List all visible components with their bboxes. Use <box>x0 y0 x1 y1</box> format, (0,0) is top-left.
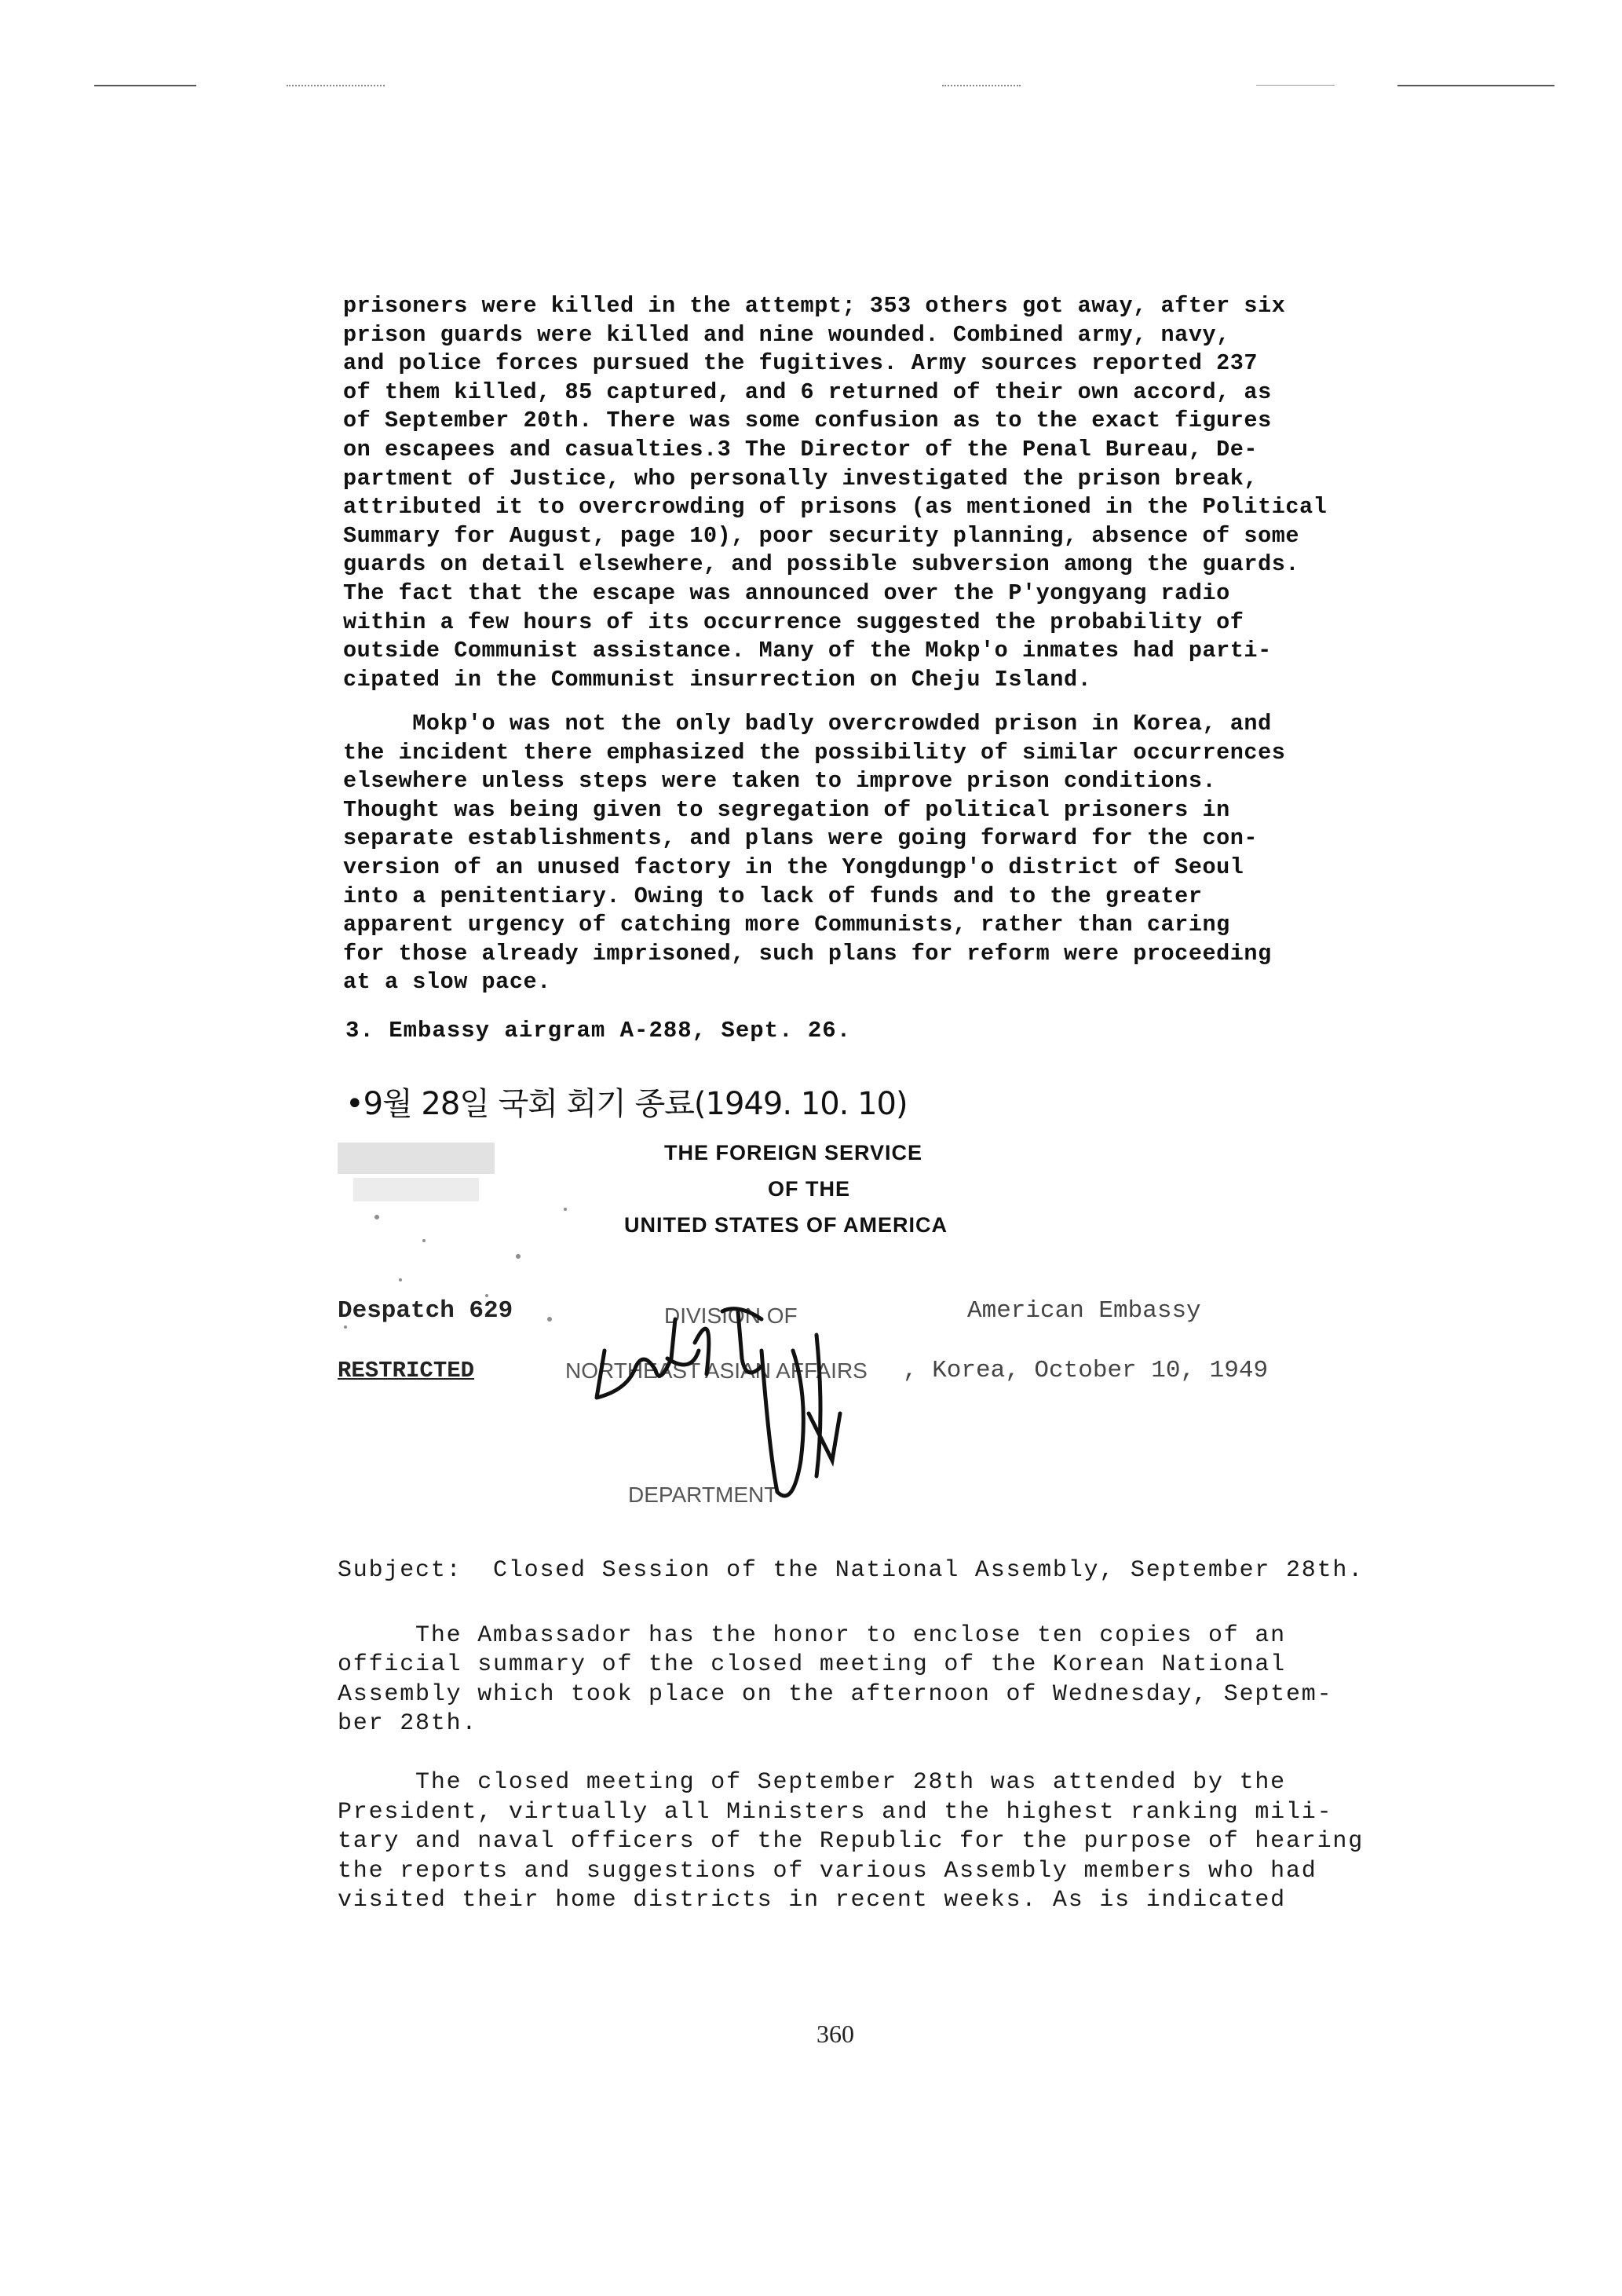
subject-line: Subject: Closed Session of the National Assembly, September 28th. <box>338 1557 1364 1584</box>
footnote: 3. Embassy airgram A-288, Sept. 26. <box>345 1018 852 1044</box>
text-line: version of an unused factory in the Yongdungp'o district of Seoul <box>343 854 1244 880</box>
text-line: official summary of the closed meeting of the Korean National <box>338 1651 1286 1678</box>
place-date: , Korea, October 10, 1949 <box>903 1357 1269 1384</box>
spacer <box>338 1586 1364 1621</box>
text-line: Assembly which took place on the afternoon of Wednesday, Septem- <box>338 1680 1333 1708</box>
top-rule <box>1256 85 1335 86</box>
text-line: Mokp'o was not the only badly overcrowded prison in Korea, and <box>343 711 1272 737</box>
text-line: partment of Justice, who personally investigated the prison break, <box>343 465 1259 492</box>
text-line: of September 20th. There was some confusion as to the exact figures <box>343 408 1272 434</box>
sender: American Embassy <box>967 1297 1201 1325</box>
paragraph-overcrowding <box>343 710 1285 997</box>
stamp-division: DIVISION OF <box>664 1303 798 1328</box>
despatch-number: Despatch 629 <box>338 1297 513 1325</box>
text-line: separate establishments, and plans were going forward for the con- <box>343 825 1259 852</box>
text-line: The closed meeting of September 28th was attended by the <box>338 1769 1286 1796</box>
text-line: The fact that the escape was announced over the P'yongyang radio <box>343 579 1230 606</box>
top-rule <box>942 85 1021 86</box>
paragraph-prison-break <box>343 292 1327 694</box>
handwritten-signature <box>581 1256 879 1515</box>
text-line: for those already imprisoned, such plans for reform were proceeding <box>343 940 1272 967</box>
top-rule <box>1397 85 1554 86</box>
classification-marking: RESTRICTED <box>338 1358 475 1384</box>
text-line: President, virtually all Ministers and the highest ranking mili- <box>338 1798 1333 1826</box>
text-line: Thought was being given to segregation of political prisoners in <box>343 796 1230 823</box>
text-line: guards on detail elsewhere, and possible subversion among the guards. <box>343 551 1300 578</box>
text-line: of them killed, 85 captured, and 6 returned of their own accord, as <box>343 378 1272 405</box>
text-line: within a few hours of its occurrence suggested the probability of <box>343 609 1244 635</box>
letterhead-line-2: OF THE <box>768 1177 850 1201</box>
text-line: the reports and suggestions of various Assembly members who had <box>338 1857 1317 1885</box>
top-rule <box>94 85 196 86</box>
text-line: The Ambassador has the honor to enclose ten copies of an <box>338 1621 1286 1649</box>
text-line: prisoners were killed in the attempt; 353 others got away, after six <box>343 293 1286 319</box>
stamp-office: NORTHEAST ASIAN AFFAIRS <box>565 1358 868 1383</box>
text-line: the incident there emphasized the possibility of similar occurrences <box>343 739 1286 766</box>
letterhead-line-3: UNITED STATES OF AMERICA <box>624 1213 948 1237</box>
text-line: tary and naval officers of the Republic for the purpose of hearing <box>338 1828 1364 1855</box>
text-line: and police forces pursued the fugitives. Army sources reported 237 <box>343 350 1259 377</box>
text-line: cipated in the Communist insurrection on Cheju Island. <box>343 666 1092 693</box>
text-line: visited their home districts in recent weeks. As is indicated <box>338 1887 1286 1914</box>
page-number: 360 <box>816 2020 854 2048</box>
text-line: outside Communist assistance. Many of the Mokp'o inmates had parti- <box>343 638 1272 664</box>
section-heading: •9월 28일 국회 회기 종료(1949. 10. 10) <box>345 1086 908 1122</box>
letterhead-line-1: THE FOREIGN SERVICE <box>664 1141 923 1164</box>
text-line: elsewhere unless steps were taken to improve prison conditions. <box>343 768 1217 795</box>
text-line: Summary for August, page 10), poor security planning, absence of some <box>343 522 1300 549</box>
top-rule <box>287 85 385 86</box>
text-line: at a slow pace. <box>343 969 551 996</box>
stamp-department: DEPARTMENT <box>628 1483 778 1507</box>
text-line: on escapees and casualties.3 The Director of the Penal Bureau, De- <box>343 436 1259 462</box>
text-line: prison guards were killed and nine wounded. Combined army, navy, <box>343 321 1230 348</box>
spacer <box>338 1739 1364 1769</box>
text-line: into a penitentiary. Owing to lack of funds and to the greater <box>343 883 1203 909</box>
letter-body <box>338 1556 1364 1916</box>
text-line: attributed it to overcrowding of prisons (as mentioned in the Political <box>343 494 1328 521</box>
text-line: apparent urgency of catching more Communists, rather than caring <box>343 912 1230 938</box>
text-line: ber 28th. <box>338 1710 478 1737</box>
